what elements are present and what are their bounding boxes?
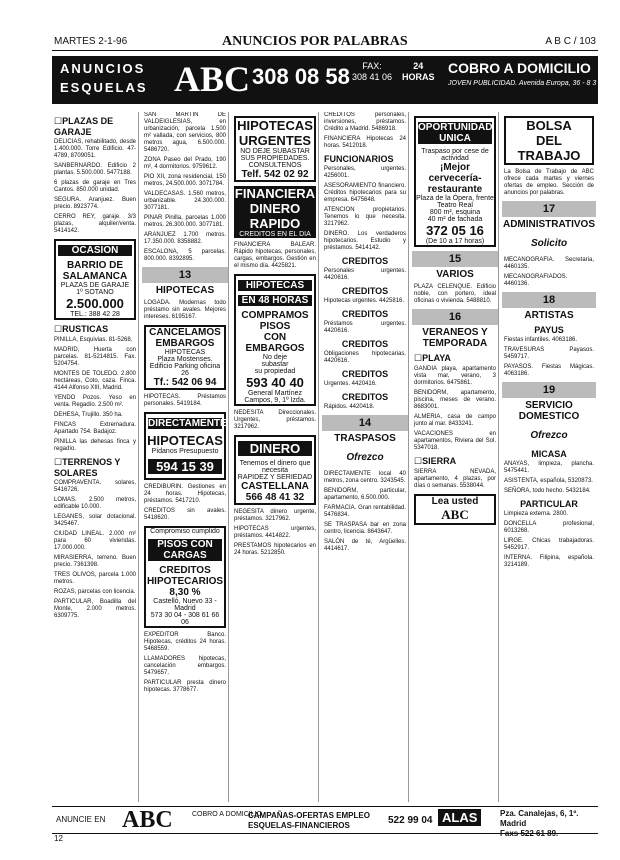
footer-phone: 522 99 04: [388, 815, 433, 826]
restaurante-box: OPORTUNIDAD UNICA Traspaso por cese de actividad ¡Mejor cervecería-restaurante Plaza de la Ópera, frente Teatro Real 800 m², esquina 40 m² de fachada 372 05 16 (De 10 a 17 horas): [414, 116, 496, 247]
page-header: [52, 34, 598, 51]
classified-ad: BENIDORM, particular, apartamento, 6.500.000.: [324, 488, 406, 501]
classified-ad: DIRECTAMENTE local 40 metros, zona centro. 3243545.: [324, 471, 406, 484]
classified-ad: Obligaciones hipotecarias. 4420616.: [324, 351, 406, 364]
column-3: [232, 112, 319, 802]
classified-ad: SEGURA. Aranjuez. Buen precio. 8923774.: [54, 197, 136, 210]
classified-ad: CREDITOS sin avales. 5418620.: [144, 508, 226, 521]
banner-agency: JOVEN PUBLICIDAD. Avenida Europa, 36 - 8 3: [448, 80, 597, 87]
directamente-tel: 594 15 39: [148, 459, 222, 474]
banner-phone: 308 08 58: [252, 64, 350, 89]
ofrezco-label: Ofrezco: [530, 430, 568, 441]
classified-ad: DINERO. Los verdaderos hipotecarios. Estudio y préstamos. 5414142.: [324, 231, 406, 251]
classified-ad: ROZAS, parcelas con licencia.: [54, 589, 136, 595]
banner-cobro: COBRO A DOMICILIO: [448, 60, 591, 76]
footer-anuncie: ANUNCIE EN: [56, 815, 106, 824]
classified-ad: 6 plazas de garaje en Tres Cantos. 850.000 unidad.: [54, 180, 136, 193]
hipotecas-48h-tel: 593 40 40: [246, 375, 304, 390]
cancelamos-tel: Tf.: 542 06 94: [153, 377, 217, 388]
compromiso-box: Compromiso cumplido PISOS CON CARGAS CREDITOS HIPOTECARIOS 8,30 % Castelló, Nuevo 33 - Madrid 573 30 04 - 308 61 66 06: [144, 526, 226, 628]
page-date: MARTES 2-1-96: [54, 36, 128, 47]
classified-ad: SALÓN de té, Argüelles. 4414617.: [324, 539, 406, 552]
financiera-box: FINANCIERA DINERO RAPIDO CREDITOS EN EL DIA: [234, 186, 316, 238]
footer-abc-logo: ABC: [122, 807, 173, 833]
classifieds-banner: [52, 56, 598, 104]
classified-ad: INTERNA. Filipina, española. 3214189.: [504, 555, 594, 568]
section-micasa: MICASA: [531, 449, 567, 459]
ofrezco-label: Ofrezco: [346, 452, 384, 463]
classified-ad: CREDIBURIN. Gestiones en 24 horas. Hipotecas, préstamos. 5417210.: [144, 484, 226, 504]
banner-24h: 24 HORAS: [402, 61, 435, 82]
classified-ad: TRAVESURAS Payasos. 5459717.: [504, 347, 594, 360]
abc-logo: ABC: [174, 59, 251, 99]
section-artistas: ARTISTAS: [524, 310, 574, 321]
section-number: 18: [502, 292, 596, 308]
classified-ad: CREDITOS personales, inversiones, préstamos. Crédito a Madrid. 5486918.: [324, 112, 406, 132]
classified-ad: MONTES DE TOLEDO. 2.800 hectáreas, Coto, caza. Finca. 4144 Alfonso XIII, Madrid.: [54, 371, 136, 391]
classified-ad: LOGADA. Modernas todo préstamo sin avales. Mejores intereses. 6195167.: [144, 300, 226, 320]
section-administrativos: ADMINISTRATIVOS: [502, 219, 596, 230]
footer-address: Pza. Canalejas, 6, 1º. Madrid Faxs 522 61 89.: [500, 809, 579, 838]
classified-ad: LEGANES, solar dotacional. 3425467.: [54, 514, 136, 527]
dinero-box: DINERO Tenemos el dinero que necesita RAPIDEZ Y SERIEDAD CASTELLANA 566 48 41 32: [234, 435, 316, 505]
classified-ad: FARMACIA. Gran rentabilidad. 5476834.: [324, 505, 406, 518]
classified-ad: NEDESITA Direccionales. Urgentes, préstamos. 3217962.: [234, 410, 316, 430]
bolsa-trabajo-box: BOLSA DEL TRABAJO: [504, 116, 594, 165]
section-number: 13: [142, 267, 228, 283]
ocasion-price: 2.500.000: [66, 296, 124, 311]
classified-ad: Hipotecas urgentes. 4425816.: [324, 298, 405, 304]
classified-ad: LLAMADORES hipotecas, cancelación embargos. 5479657.: [144, 656, 226, 676]
ocasion-box: OCASION BARRIO DE SALAMANCA PLAZAS DE GARAJE 1º SOTANO 2.500.000 TEL.: 388 42 28: [54, 239, 136, 320]
section-payus: PAYUS: [534, 325, 564, 335]
classified-ad: ALMERIA, casa de campo junto al mar. 8433241.: [414, 414, 496, 427]
banner-anuncios: ANUNCIOS: [60, 61, 146, 76]
section-number: 16: [412, 309, 498, 325]
classified-ad: FINCAS Extremadura. Apartado 754. Badajoz.: [54, 422, 136, 435]
page-footer: [52, 806, 598, 838]
solicito-label: Solicito: [530, 238, 568, 249]
classified-ad: DELICIAS, rehabilitado, desde 1.400.000. Torre Edificio. 47-4789, 8709051.: [54, 139, 136, 159]
urgentes-box: HIPOTECAS URGENTES NO DEJE SUBASTAR SUS PROPIEDADES. CONSULTENOS Telf. 542 02 92: [234, 116, 316, 182]
hipotecas-48h-box: HIPOTECAS EN 48 HORAS COMPRAMOS PISOS CON EMBARGOS No deje subastar su propiedad 593 40 40 General Martínez Campos, 9, 1º Izda.: [234, 274, 316, 406]
creditos-label: CREDITOS: [341, 256, 389, 266]
restaurante-tel: 372 05 16: [426, 223, 484, 238]
classified-ad: La Bolsa de Trabajo de ABC ofrece cada martes y viernes ofertas de empleo. Sección de anuncios por palabras.: [504, 169, 594, 196]
column-2: [142, 112, 229, 802]
creditos-label: CREDITOS: [341, 369, 389, 379]
classified-ad: GANDIA playa, apartamento vista mar, verano, 3 dormitorios. 6475861.: [414, 366, 496, 386]
creditos-label: CREDITOS: [341, 392, 389, 402]
classified-ad: SAN MARTIN DE VALDEIGLESIAS, en urbanización, parcela 1.500 m² vallada, con servicios, 800 metros agua, 6.500.000. 5486720.: [144, 112, 226, 153]
section-domestico: SERVICIO DOMESTICO: [518, 400, 580, 422]
classified-ad: Personales urgentes. 4420616.: [324, 268, 406, 281]
classified-ad: Urgentes. 4420416.: [324, 381, 377, 387]
classified-ad: PLAZA CELENQUE. Edificio noble, con portero, ideal oficinas o vivienda. 5488810.: [414, 284, 496, 304]
classified-ad: Préstamos urgentes. 4420616.: [324, 321, 406, 334]
banner-fax: FAX: 308 41 06: [352, 61, 393, 82]
section-particular: PARTICULAR: [520, 499, 578, 509]
column-1: [52, 112, 139, 802]
classified-ad: CERRO REY, garaje. 3/3 plazas, alquiler/venta. 5414142.: [54, 214, 136, 234]
page-ref: A B C / 103: [545, 36, 596, 47]
classified-ad: ANAYAS, limpieza, plancha. 5475441.: [504, 461, 594, 474]
classified-ad: EXPEDITOR Banco. Hipotecas, créditos 24 horas. 5468559.: [144, 632, 226, 652]
cancelamos-box: CANCELAMOS EMBARGOS HIPOTECAS Plaza Mostenses. Edificio Parking oficina 26 Tf.: 542 06 94: [144, 325, 226, 390]
classified-ad: SANBERNARDO. Edificio 2 plantas. 5.500.000. 5477188.: [54, 163, 136, 176]
classified-ad: NEGESITA dinero urgente, préstamos. 3217962.: [234, 509, 316, 522]
classified-ad: COMPRAVENTA. solares. 5416726.: [54, 480, 136, 493]
classified-ad: Limpieza externa. 2800.: [504, 511, 569, 517]
classified-ad: Rápidos. 4420418.: [324, 404, 375, 410]
section-rusticas: ☐ RUSTICAS: [54, 324, 136, 335]
classified-ad: VACACIONES en apartamentos, Riviera del Sol. 5347018.: [414, 431, 496, 451]
classified-ad: VALDECASAS. 1.560 metros, urbanizable. 24.300.000. 3077181.: [144, 191, 226, 211]
classified-ad: LIRGE. Chicas trabajadoras. 5452917.: [504, 538, 594, 551]
classified-ad: SEÑORA, todo hecho. 5432184.: [504, 488, 591, 494]
column-5: [412, 112, 499, 802]
creditos-label: CREDITOS: [341, 339, 389, 349]
lea-abc-box: Lea usted ABC: [414, 494, 496, 525]
classified-ad: MECANOGRAFIA. Secretaria, 4460135.: [504, 257, 594, 270]
classified-ad: FINANCIERA Hipotecas 24 horas. 5412018.: [324, 136, 406, 149]
classified-ad: PINILLA las dehesas finca y regadío.: [54, 439, 136, 452]
classified-ad: ATENCION propietarios. Tenemos lo que necesita. 3217962.: [324, 207, 406, 227]
classified-ad: SIERRA NEVADA, apartamento, 4 plazas, por días o semanas. 5538044.: [414, 469, 496, 489]
newspaper-page: [52, 34, 598, 843]
classified-ad: PIO XII, zona residencial, 150 metros, 24.500.000. 3071784.: [144, 174, 226, 187]
classified-ad: ESCALONA, 5 parcelas. 800.000. 8392895.: [144, 249, 226, 262]
section-garajes: ☐ PLAZAS DE GARAJE: [54, 116, 136, 137]
section-funcionarios: FUNCIONARIOS: [324, 154, 394, 164]
ocasion-title: OCASION: [58, 245, 132, 256]
creditos-label: CREDITOS: [341, 309, 389, 319]
classified-ad: Fiestas infantiles. 4063186.: [504, 337, 578, 343]
classified-ad: PARTICULAR, Boadilla del Monte, 2.000 metros. 6309775.: [54, 599, 136, 619]
classified-ad: FINANCIERA BALEAR. Rápido hipotecas, personales, cargas, embargos. Gestión en el mismo día. 4425821.: [234, 242, 316, 269]
footer-campanas: CAMPAÑAS-OFERTAS EMPLEO ESQUELAS-FINANCIEROS: [248, 811, 370, 830]
classified-ad: ASISTENTA, española, 5320873.: [504, 478, 593, 484]
classified-ad: PAYASOS. Fiestas Mágicas. 4063186.: [504, 364, 594, 377]
section-traspasos: TRASPASOS: [334, 433, 396, 444]
section-number: 15: [412, 251, 498, 267]
section-number: 14: [322, 415, 408, 431]
classified-ad: HIPOTECAS. Préstamos personales. 5419184.: [144, 394, 226, 407]
section-varios: VARIOS: [436, 269, 474, 280]
alas-logo: ALAS: [438, 809, 481, 826]
classified-ad: PARTICULAR presta dinero hipotecas. 3778677.: [144, 680, 226, 693]
classified-ad: ARANJUEZ 1.700 metros. 17.350.000. 8358882.: [144, 232, 226, 245]
classified-ad: PINILLA, Esquivias. 81-5268.: [54, 337, 133, 343]
creditos-label: CREDITOS: [341, 286, 389, 296]
classified-ad: BENIDORM, apartamento, piscina, meses de verano. 8683001.: [414, 390, 496, 410]
classified-ad: SE TRASPASA bar en zona centro, licencia. 8643647.: [324, 522, 406, 535]
directamente-box: DIRECTAMENTE HIPOTECAS Pídanos Presupuesto 594 15 39: [144, 412, 226, 480]
section-hipotecas: HIPOTECAS: [155, 285, 215, 296]
page-title: ANUNCIOS POR PALABRAS: [222, 34, 408, 49]
classified-ad: Personales, urgentes. 4256001.: [324, 166, 406, 179]
classified-ad: PINAR Pinilla, parcelas 1.000 metros. 26.300.000. 3077181.: [144, 215, 226, 228]
classified-ad: LOMAS. 2.500 metros, edificable 10.000.: [54, 497, 136, 510]
section-number: 17: [502, 201, 596, 217]
classified-ad: MADRID, Huerta con parcelas. 81-5214815. Fax. 5204754.: [54, 347, 136, 367]
urgentes-tel: Telf. 542 02 92: [241, 169, 309, 180]
classified-ad: YENDO Pozos. Yeso en venta. Regadío. 2.500 m².: [54, 395, 136, 408]
classified-ad: TRES OLIVOS, parcela 1.000 metros.: [54, 572, 136, 585]
classified-ad: ZONA Paseo del Prado, 190 m², 4 dormitorios. 9759612.: [144, 157, 226, 170]
classified-ad: HIPOTECAS urgentes, préstamos. 4414822.: [234, 526, 316, 539]
ocasion-tel: TEL.: 388 42 28: [70, 311, 120, 318]
footer-cobro: COBRO A DOMICILIO: [192, 811, 263, 818]
section-playa: ☐ PLAYA: [414, 353, 496, 364]
classified-ad: MECANOGRAFIADOS. 4460136.: [504, 274, 568, 287]
classified-ad: ASESORAMIENTO financiero. Créditos hipotecarios para su empresa. 6475648.: [324, 183, 406, 203]
classified-ad: PRESTAMOS hipotecarios en 24 horas. 5212850.: [234, 543, 316, 556]
page-number: 12: [54, 834, 63, 843]
section-veraneos: VERANEOS Y TEMPORADA: [422, 327, 488, 349]
classified-ad: CIUDAD LINEAL. 2.000 m² para 60 viviendas. 17.000.000.: [54, 531, 136, 551]
classified-ad: DEHESA, Trujillo. 350 ha.: [54, 412, 123, 418]
section-sierra: ☐ SIERRA: [414, 456, 496, 467]
classified-ad: DONCELLA profesional, 6013268.: [504, 521, 594, 534]
banner-esquelas: ESQUELAS: [60, 80, 148, 95]
section-terrenos: ☐ TERRENOS Y SOLARES: [54, 457, 136, 478]
classified-ad: MIRASIERRA, terreno. Buen precio. 7361398.: [54, 555, 136, 568]
column-6: [502, 112, 596, 802]
column-4: [322, 112, 409, 802]
section-number: 19: [502, 382, 596, 398]
